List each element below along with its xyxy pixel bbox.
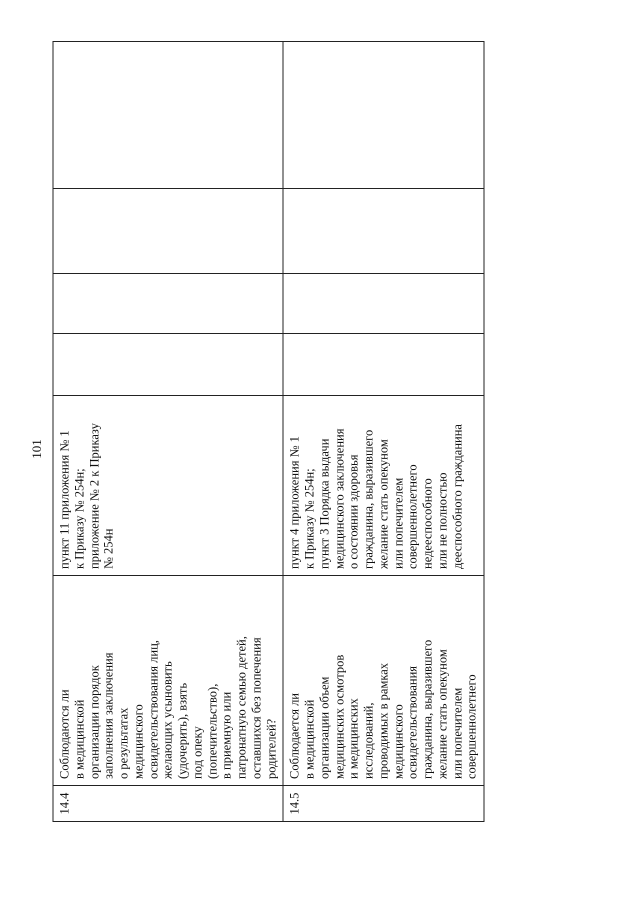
- page-number: 101: [29, 439, 44, 459]
- rotated-table-frame: [53, 42, 479, 822]
- checklist-table: [53, 41, 485, 822]
- empty-cell: [283, 42, 484, 189]
- question-cell: Соблюдается ли в медицинской организации объем медицинских осмотров и медицинских исследований, проводимых в рамках медицинского освидетельствования гражданина, выразившего желание стать опекуном или попечителем совершеннолетнего: [283, 576, 484, 786]
- empty-cell: [283, 274, 484, 334]
- empty-cell: [283, 334, 484, 396]
- reference-cell: пункт 11 приложения № 1 к Приказу № 254н; приложение № 2 к Приказу № 254н: [53, 396, 283, 576]
- question-cell: Соблюдаются ли в медицинской организации порядок заполнения заключения о результатах медицинского освидетельствования лиц, желающих усыновить (удочерить), взять под опеку (попечительство), в приемную или патронатную семью детей, оставшихся без попечения родителей?: [53, 576, 283, 786]
- empty-cell: [53, 334, 283, 396]
- reference-cell: пункт 4 приложения № 1 к Приказу № 254н; пункт 3 Порядка выдачи медицинского заключения о состоянии здоровья гражданина, выразившего желание стать опекуном или попечителем совершеннолетнего недееспособного или не полностью дееспособного гражданина: [283, 396, 484, 576]
- empty-cell: [53, 274, 283, 334]
- empty-cell: [283, 189, 484, 274]
- row-number-cell: 14.4: [53, 786, 283, 822]
- empty-cell: [53, 189, 283, 274]
- row-number-cell: 14.5: [283, 786, 484, 822]
- table-row: [283, 42, 484, 822]
- empty-cell: [53, 42, 283, 189]
- table-row: [53, 42, 283, 822]
